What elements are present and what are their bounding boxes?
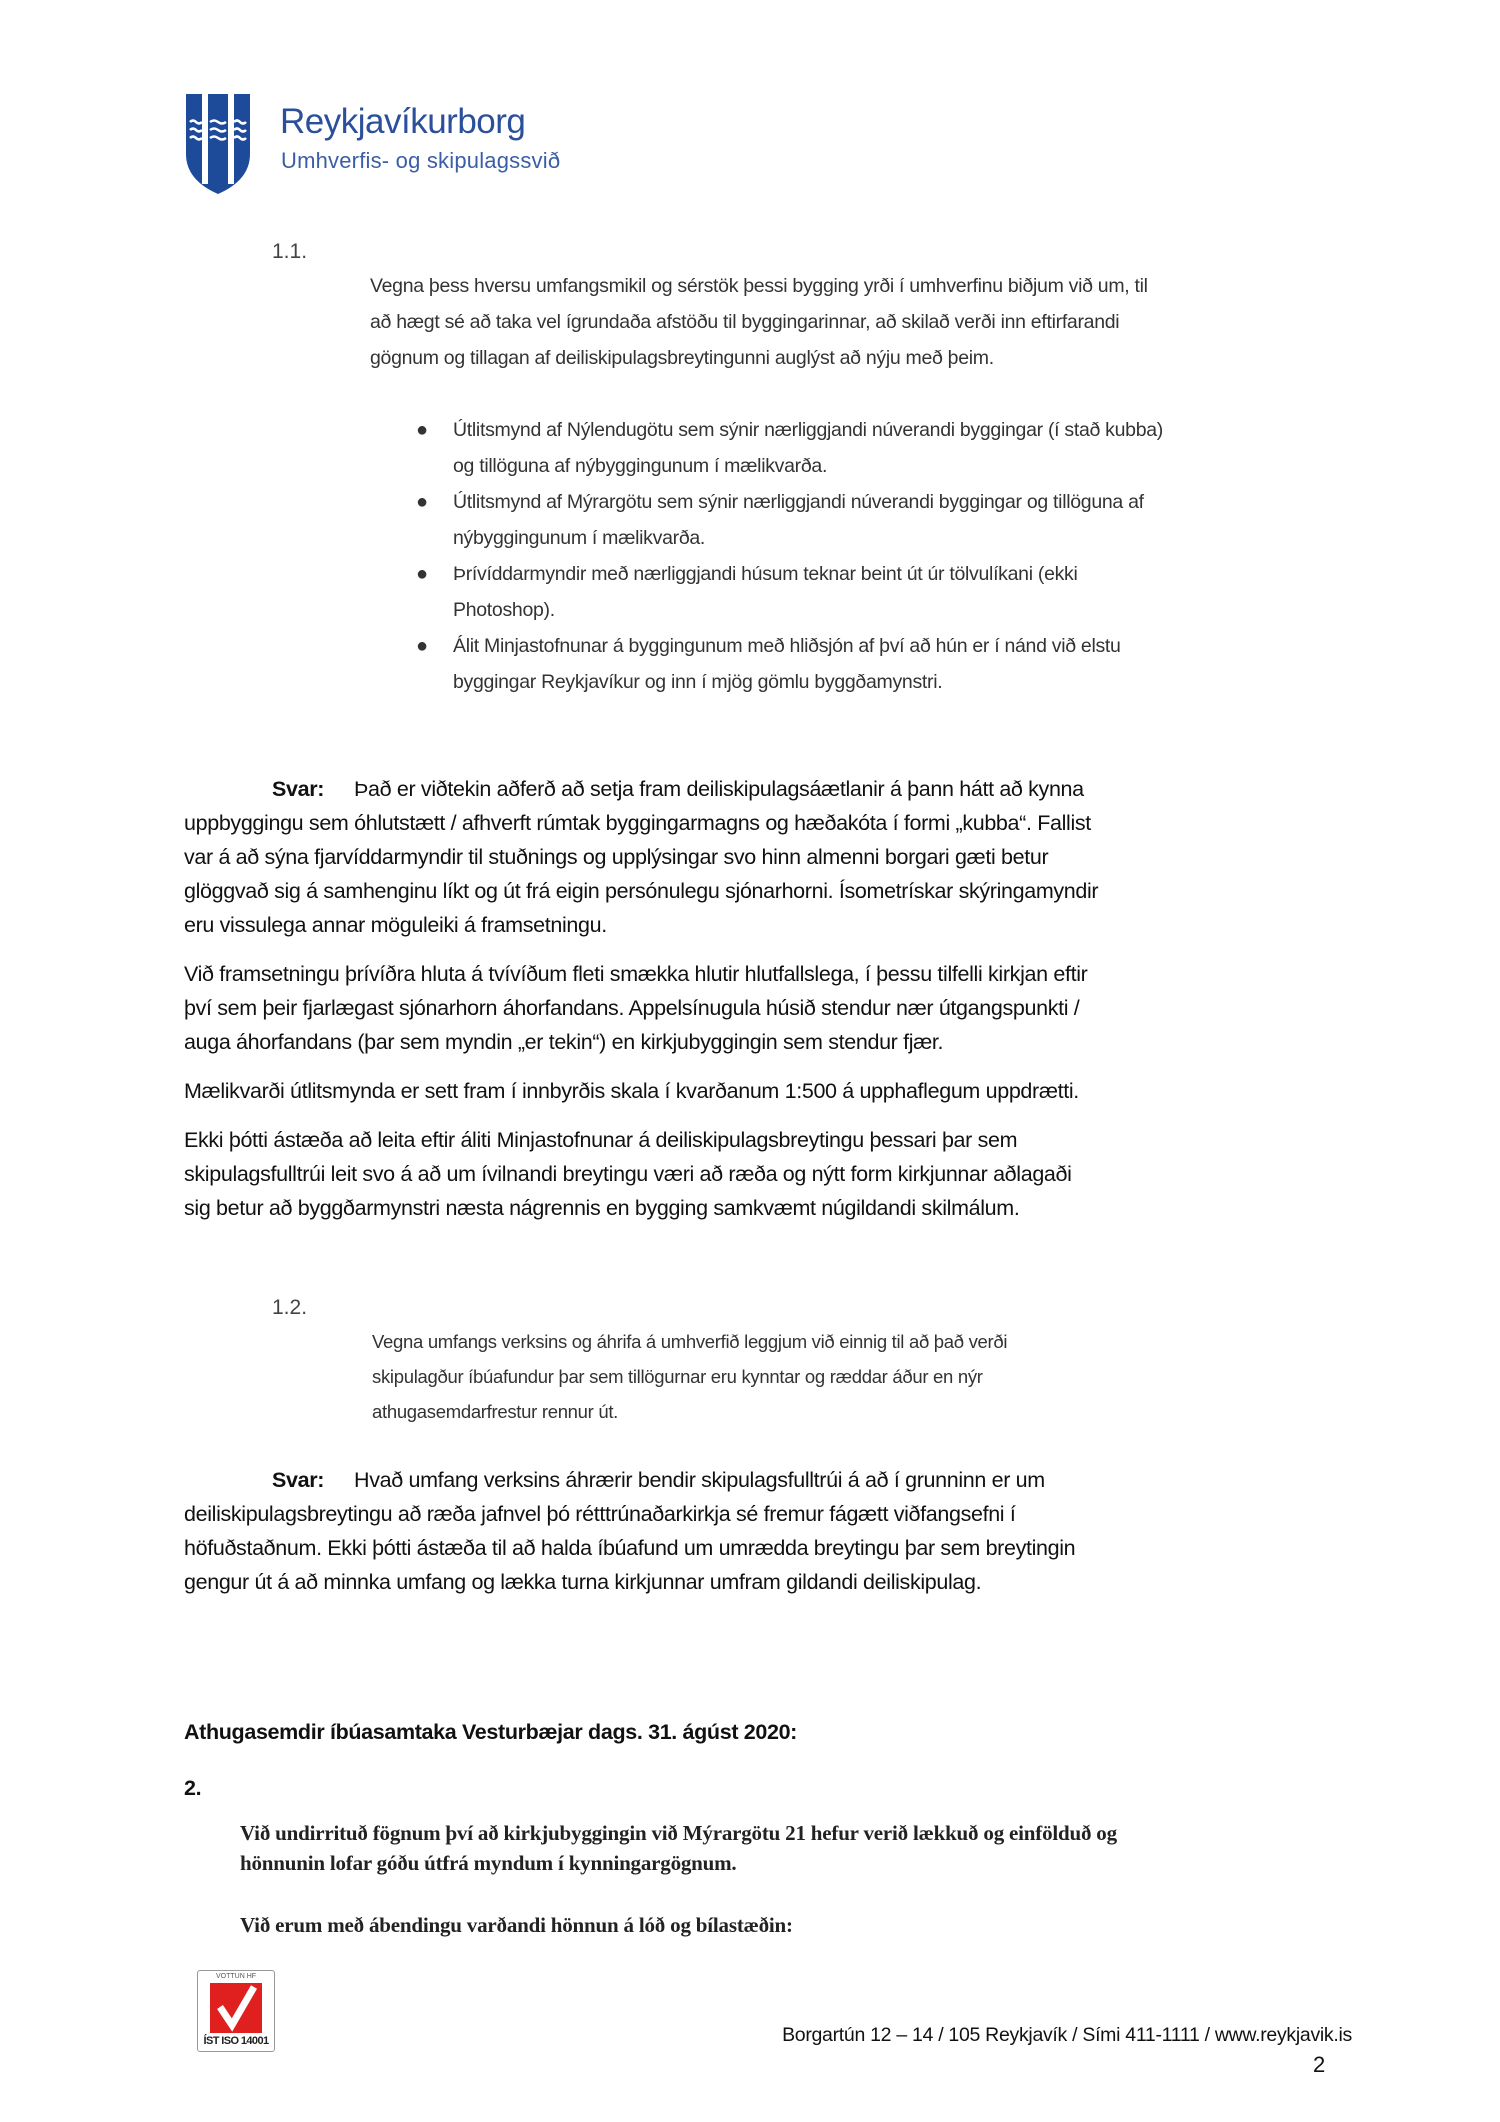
bullet-icon: ● <box>416 635 428 657</box>
iso-certification-logo <box>197 1970 275 2052</box>
text-line <box>184 772 1098 806</box>
text-line: Vegna þess hversu umfangsmikil og sérstök þessi bygging yrði í umhverfinu biðjum við um, til <box>370 275 1148 297</box>
brand-subtitle: Umhverfis- og skipulagssvið <box>281 148 561 173</box>
text-line: athugasemdarfrestur rennur út. <box>372 1401 619 1422</box>
text-line: Útlitsmynd af Nýlendugötu sem sýnir nærliggjandi núverandi byggingar (í stað kubba) <box>453 419 1163 441</box>
quoted-comment <box>240 1818 1117 1878</box>
section-heading: Athugasemdir íbúasamtaka Vesturbæjar dags. 31. ágúst 2020: <box>184 1720 797 1744</box>
brand-name: Reykjavíkurborg <box>280 102 526 141</box>
text-line: að hægt sé að taka vel ígrundaða afstöðu til byggingarinnar, að skilað verði inn eftirfarandi <box>370 311 1120 333</box>
text-line: hönnunin lofar góðu útfrá myndum í kynningargögnum. <box>240 1851 737 1875</box>
bullet-list <box>416 412 1163 700</box>
text-line: byggingar Reykjavíkur og inn í mjög gömlu byggðamynstri. <box>453 671 943 693</box>
text-span: Hvað umfang verksins áhrærir bendir skipulagsfulltrúi á að í grunninn er um <box>354 1468 1045 1492</box>
answer-label: Svar: <box>272 777 325 801</box>
bullet-icon: ● <box>416 491 428 513</box>
text-line: Þrívíddarmyndir með nærliggjandi húsum teknar beint út úr tölvulíkani (ekki <box>453 563 1078 585</box>
text-line: því sem þeir fjarlægast sjónarhorn áhorfandans. Appelsínugula húsið stendur nær útgangspunkti / <box>184 996 1080 1020</box>
text-line: Mælikvarði útlitsmynda er sett fram í innbyrðis skala í kvarðanum 1:500 á upphaflegum uppdrætti. <box>184 1079 1079 1103</box>
text-line: sig betur að byggðarmynstri næsta nágrennis en bygging samkvæmt núgildandi skilmálum. <box>184 1196 1020 1220</box>
cert-top-text: VOTTUN HF <box>215 1973 257 1980</box>
text-line: Við framsetningu þrívíðra hluta á tvívíðum fleti smækka hlutir hlutfallslega, í þessu tilfelli kirkjan eftir <box>184 962 1088 986</box>
text-line: Ekki þótti ástæða að leita eftir áliti Minjastofnunar á deiliskipulagsbreytingu þessari þar sem <box>184 1128 1018 1152</box>
section-number: 2. <box>184 1776 202 1800</box>
text-line: Vegna umfangs verksins og áhrifa á umhverfið leggjum við einnig til að það verði <box>372 1331 1008 1352</box>
text-line: skipulagsfulltrúi leit svo á að um ívilnandi breytingu væri að ræða og nýtt form kirkjunnar aðlagaði <box>184 1162 1072 1186</box>
section-number: 1.1. <box>272 240 308 263</box>
text-line: glöggvað sig á samhenginu líkt og út frá eigin persónulegu sjónarhorni. Ísometrískar skýringamyndir <box>184 879 1099 903</box>
text-line <box>184 1463 1075 1497</box>
quoted-comment <box>372 1324 1007 1429</box>
text-line: Photoshop). <box>453 599 555 621</box>
list-item <box>416 412 1163 484</box>
answer-label: Svar: <box>272 1468 325 1492</box>
list-item <box>416 556 1163 628</box>
page-number: 2 <box>1313 2052 1326 2077</box>
cert-bottom-text: ÍST ISO 14001 <box>203 2035 269 2047</box>
text-line: auga áhorfandans (þar sem myndin „er tekin“) en kirkjubyggingin sem stendur fjær. <box>184 1030 944 1054</box>
quoted-comment <box>370 268 1148 376</box>
text-line: nýbyggingunum í mælikvarða. <box>453 527 706 549</box>
text-line: gögnum og tillagan af deiliskipulagsbreytingunni auglýst að nýju með þeim. <box>370 347 994 369</box>
answer-block <box>184 772 1098 1225</box>
list-item <box>416 484 1163 556</box>
text-span: Það er viðtekin aðferð að setja fram deiliskipulagsáætlanir á þann hátt að kynna <box>354 777 1084 801</box>
quoted-comment-line: Við erum með ábendingu varðandi hönnun á lóð og bílastæðin: <box>240 1913 793 1937</box>
text-line: gengur út á að minnka umfang og lækka turna kirkjunnar umfram gildandi deiliskipulag. <box>184 1570 982 1594</box>
text-line: eru vissulega annar möguleiki á framsetningu. <box>184 913 607 937</box>
list-item <box>416 628 1163 700</box>
text-line: Útlitsmynd af Mýrargötu sem sýnir nærliggjandi núverandi byggingar og tillöguna af <box>453 491 1144 513</box>
text-line: Við undirrituð fögnum því að kirkjubyggingin við Mýrargötu 21 hefur verið lækkuð og einfölduð og <box>240 1821 1117 1845</box>
text-line: höfuðstaðnum. Ekki þótti ástæða til að halda íbúafund um umrædda breytingu þar sem breytingin <box>184 1536 1076 1560</box>
footer-address: Borgartún 12 – 14 / 105 Reykjavík / Sími 411-1111 / www.reykjavik.is <box>782 2024 1352 2046</box>
text-line: Álit Minjastofnunar á byggingunum með hliðsjón af því að hún er í nánd við elstu <box>453 635 1121 657</box>
text-line: deiliskipulagsbreytingu að ræða jafnvel þó rétttrúnaðarkirkja sé fremur fágætt viðfangsefni í <box>184 1502 1016 1526</box>
text-line: skipulagður íbúafundur þar sem tillögurnar eru kynntar og ræddar áður en nýr <box>372 1366 983 1387</box>
answer-block <box>184 1463 1075 1599</box>
city-shield-icon <box>184 92 252 196</box>
section-number: 1.2. <box>272 1296 308 1319</box>
text-line: var á að sýna fjarvíddarmyndir til stuðnings og upplýsingar svo hinn almenni borgari gæti betur <box>184 845 1049 869</box>
text-line: uppbyggingu sem óhlutstætt / afhverft rúmtak byggingarmagns og hæðakóta í formi „kubba“. Fallist <box>184 811 1091 835</box>
checkmark-icon <box>210 1983 262 2033</box>
bullet-icon: ● <box>416 563 428 585</box>
text-line: og tillöguna af nýbyggingunum í mælikvarða. <box>453 455 828 477</box>
bullet-icon: ● <box>416 419 428 441</box>
